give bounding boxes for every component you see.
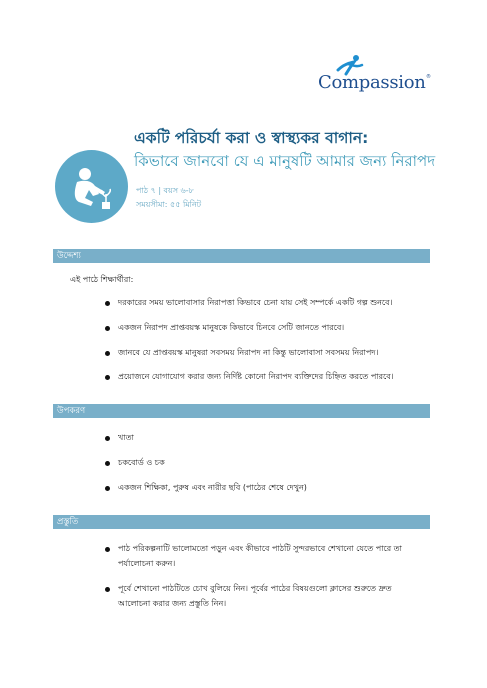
list-item-text: খাতা	[118, 433, 134, 442]
bullet-icon	[105, 587, 110, 592]
bullet-icon	[105, 547, 110, 552]
list-item-text: একজন নিরাপদ প্রাপ্তবয়স্ক মানুষকে কিভাবে চিনবে সেটি জানতে পারবে।	[118, 323, 345, 332]
section-header-preparation: প্রস্তুতি	[53, 515, 430, 529]
list-item-text: পাঠ পরিকল্পনাটি ভালোমতো পড়ুন এবং কীভাবে পাঠটি সুন্দরভাবে শেখানো যেতে পারে তা	[118, 544, 403, 553]
lesson-info: পাঠ ৭ | বয়স ৬-৮	[136, 186, 194, 195]
bullet-icon	[105, 486, 110, 491]
list-item-text: একজন শিক্ষিকা, পুরুষ এবং নারীর ছবি (পাঠের শেষে দেখুন)	[118, 483, 307, 492]
page-subtitle: কিভাবে জানবো যে এ মানুষটি আমার জন্য নিরাপদ	[134, 152, 436, 170]
list-item-text-continued: আলোচনা করার জন্য প্রস্তুতি নিন।	[118, 599, 227, 608]
bullet-icon	[105, 461, 110, 466]
bullet-icon	[105, 351, 110, 356]
compassion-logo	[318, 54, 433, 98]
bullet-icon	[105, 301, 110, 306]
section-header-materials: উপকরণ	[53, 404, 430, 418]
list-item-text-continued: পর্যালোচনা করুন।	[118, 559, 176, 568]
page-title: একটি পরিচর্যা করা ও স্বাস্থ্যকর বাগান:	[134, 129, 369, 147]
bullet-icon	[105, 375, 110, 380]
list-item-text: চকবোর্ড ও চক	[118, 458, 165, 467]
list-item-text: প্রয়োজনে যোগাযোগ করার জন্য নির্দিষ্ট কোনো নিরাপদ ব্যক্তিদের চিহ্নিত করতে পারবে।	[118, 372, 394, 381]
logo-trademark: ®	[426, 74, 431, 80]
list-item-text: দরকারের সময় ভালোবাসার নিরাপত্তা কিভাবে চেনা যায় সেই সম্পর্কে একটি গল্প শুনবে।	[118, 298, 393, 307]
hero-circle	[55, 150, 128, 223]
list-item-text: পূর্বে শেখানো পাঠটিতে চোখ বুলিয়ে নিন। পূর্বের পাঠের বিষয়গুলো ক্লাসের শুরুতে দ্রুত	[118, 584, 392, 593]
bullet-icon	[105, 326, 110, 331]
list-item-text: জানবে যে প্রাপ্তবয়স্ক মানুষরা সবসময় নিরাপদ না কিন্তু ভালোবাসা সবসময় নিরাপদ।	[118, 348, 379, 357]
duration-info: সময়সীমা: ৫৫ মিনিট	[136, 200, 202, 209]
child-gardening-icon	[55, 150, 128, 223]
logo-text: Compassion	[318, 72, 426, 93]
objectives-intro: এই পাঠে শিক্ষার্থীরা:	[70, 275, 134, 284]
bullet-icon	[105, 436, 110, 441]
section-header-objectives: উদ্দেশ্য	[53, 249, 430, 263]
